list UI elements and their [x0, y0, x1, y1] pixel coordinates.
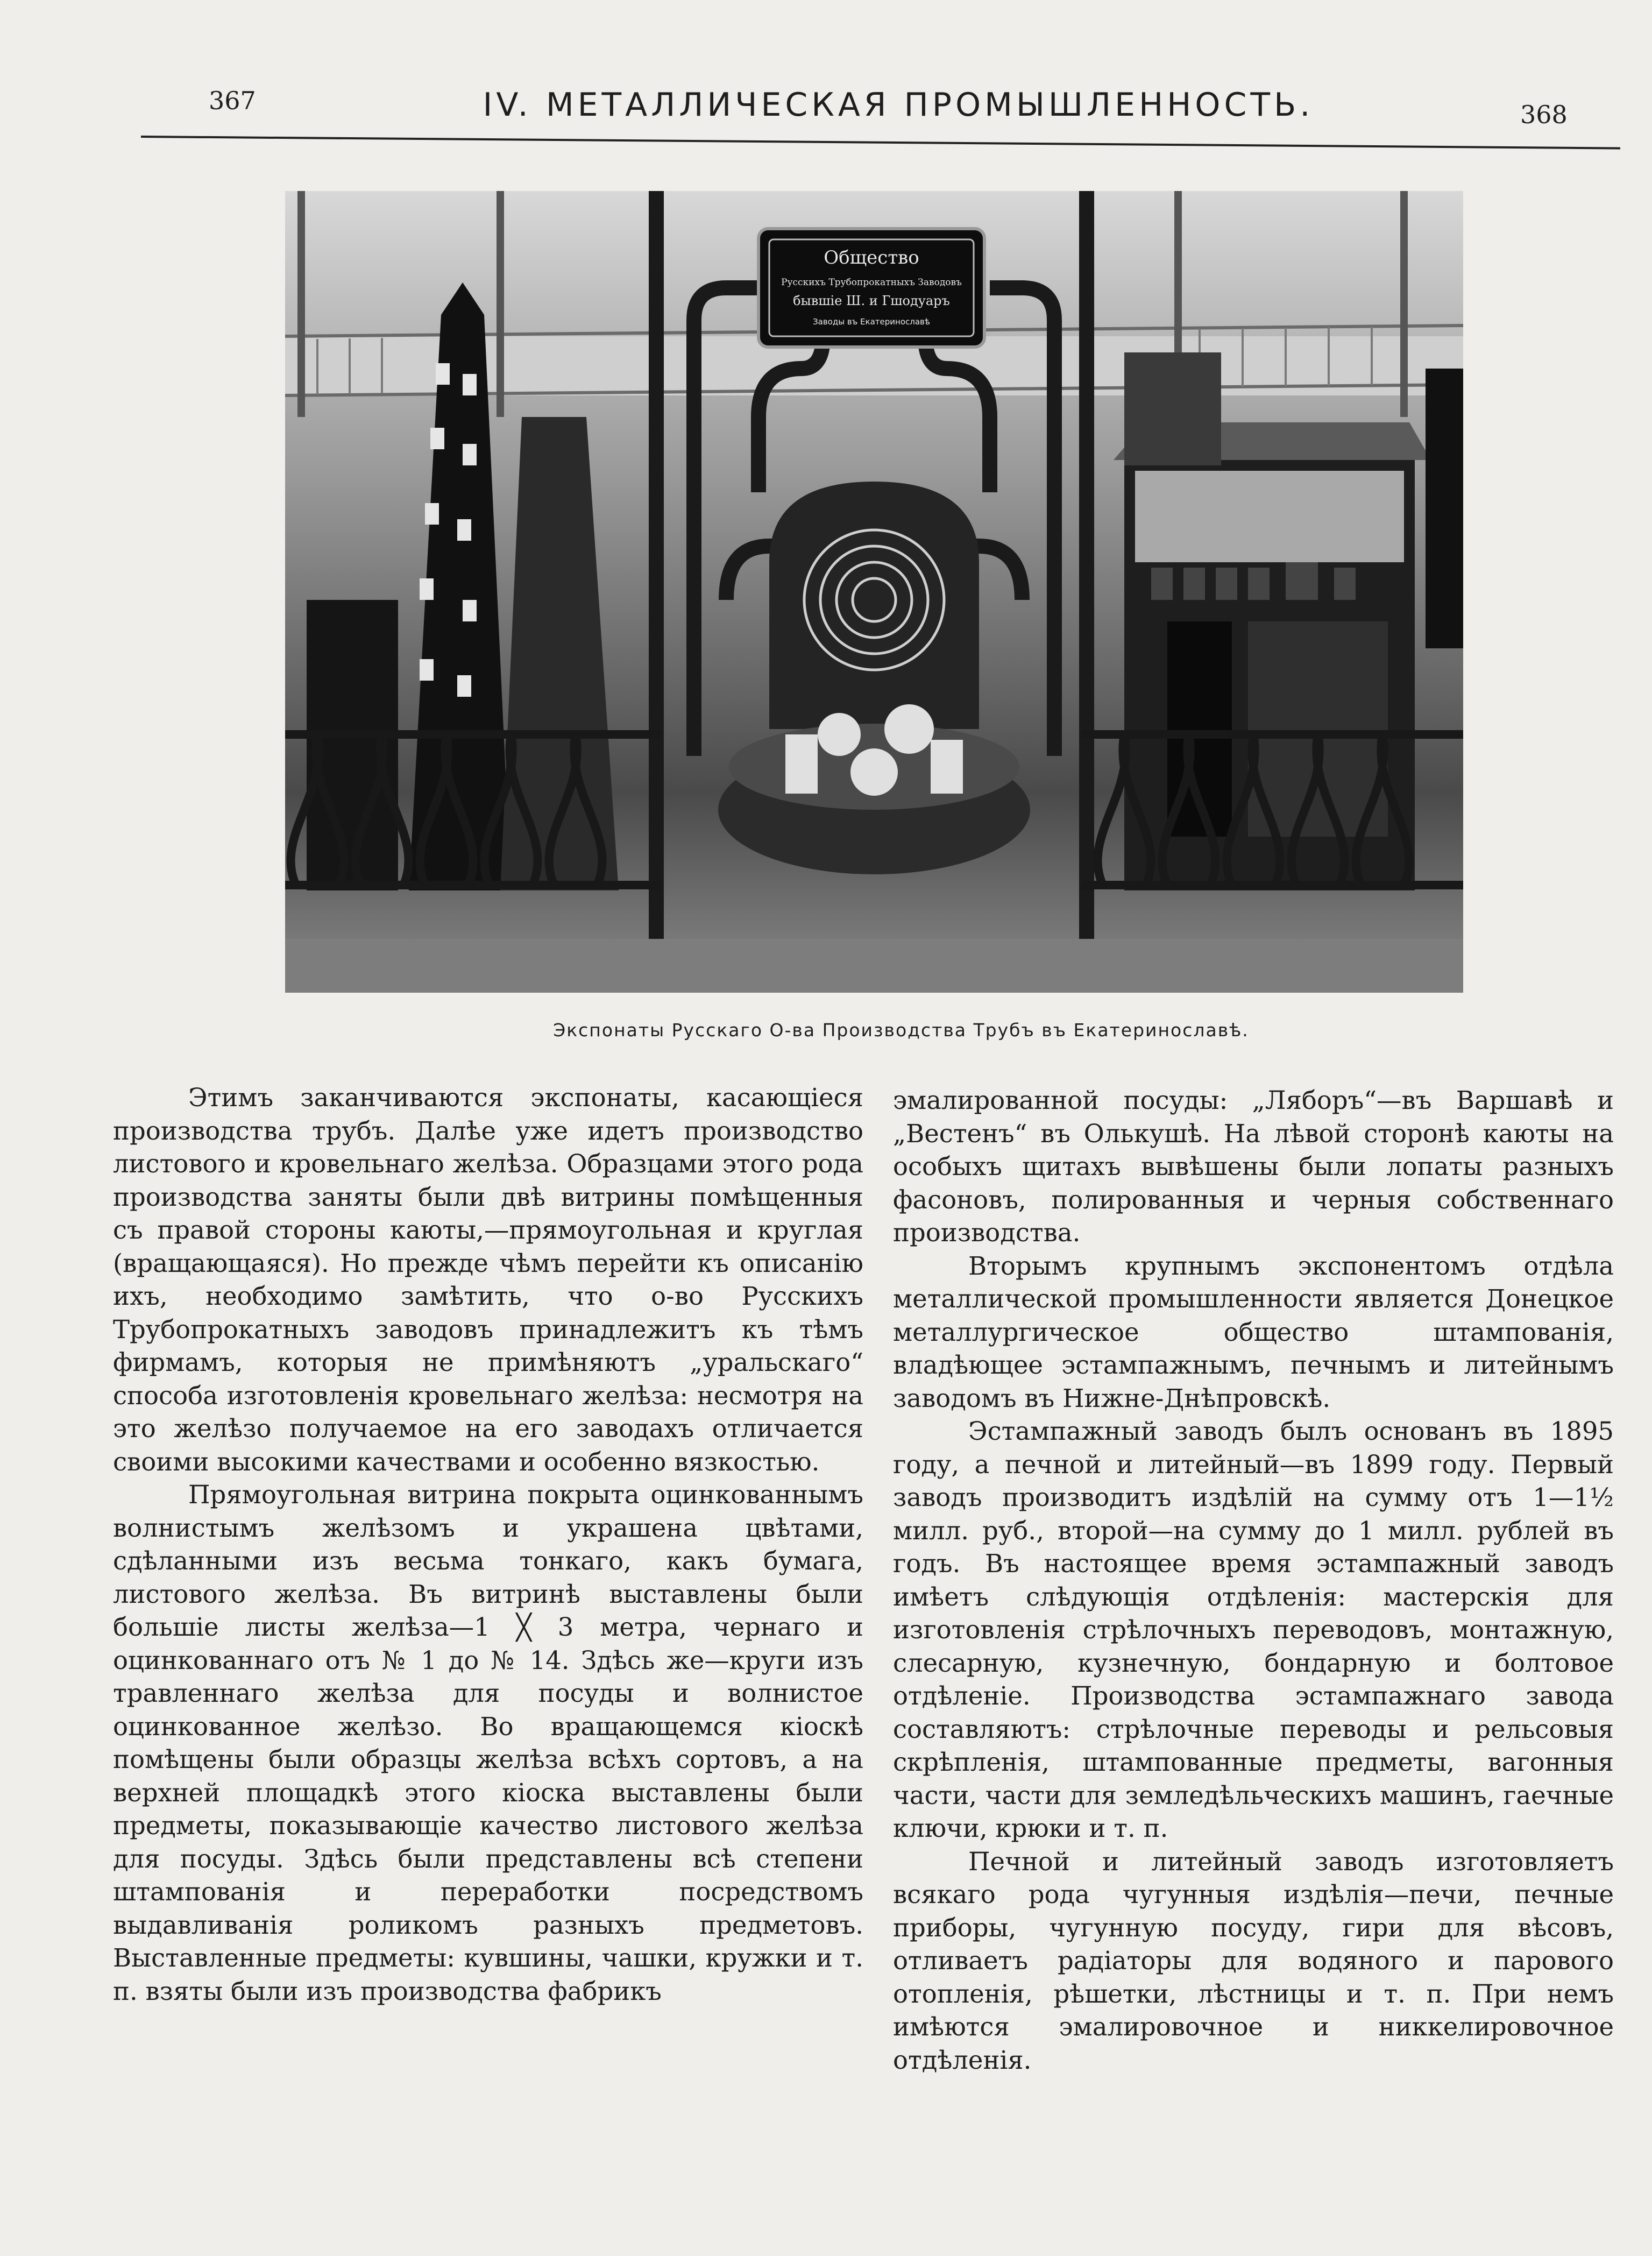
- header-rule: [141, 136, 1620, 150]
- left-paragraph-2: Прямоугольная витрина покрыта оцинкованнымъ волнистымъ желѣзомъ и украшена цвѣтами, сдѣланными изъ весьма тонкаго, какъ бумага, листового желѣза. Въ витринѣ выставлены были большіе листы желѣза—1 ╳ 3 метра, чернаго и оцинкованнаго отъ № 1 до № 14. Здѣсь же—круги изъ травленнаго желѣза для посуды и волнистое оцинкованное желѣзо. Во вращающемся кіоскѣ помѣщены были образцы желѣза всѣхъ сортовъ, а на верхней площадкѣ этого кіоска выставлены были предметы, показывающіе качество листового желѣза для посуды. Здѣсь были представлены всѣ степени штампованія и переработки посредствомъ выдавливанія роликомъ разныхъ предметовъ. Выставленные предметы: кувшины, чашки, кружки и т. п. взяты были изъ производства фабрикъ: [113, 1480, 863, 2006]
- page-number-right: 368: [1520, 100, 1568, 129]
- right-paragraph-3: Эстампажный заводъ былъ основанъ въ 1895 году, а печной и литейный—въ 1899 году. Первый заводъ производитъ издѣлій на сумму отъ 1—1½ милл. руб., второй—на сумму до 1 милл. рублей въ годъ. Въ настоящее время эстампажный заводъ имѣетъ слѣдующія отдѣленія: мастерскія для изготовленія стрѣлочныхъ переводовъ, монтажную, слесарную, кузнечную, бондарную и болтовое отдѣленіе. Производства эстампажнаго завода составляютъ: стрѣлочные переводы и рельсовыя скрѣпленія, штампованные предметы, вагонныя части, части для земледѣльческихъ машинъ, гаечные ключи, крюки и т. п.: [893, 1417, 1614, 1843]
- right-paragraph-1: эмалированной посуды: „Ляборъ“—въ Варшавѣ и „Вестенъ“ въ Олькушѣ. На лѣвой сторонѣ каюты на особыхъ щитахъ вывѣшены были лопаты разныхъ фасоновъ, полированныя и черныя собственнаго производства.: [893, 1086, 1614, 1247]
- sign-line-1: Общество: [824, 247, 919, 268]
- sign-line-2: Русскихъ Трубопрокатныхъ Заводовъ: [781, 277, 962, 288]
- right-paragraph-2: Вторымъ крупнымъ экспонентомъ отдѣла металлической промышленности является Донецкое металлургическое общество штампованія, владѣющее эстампажнымъ, печнымъ и литейнымъ заводомъ въ Нижне-Днѣпровскѣ.: [893, 1251, 1614, 1413]
- page-number-left: 367: [209, 86, 256, 115]
- running-head-title: IV. МЕТАЛЛИЧЕСКАЯ ПРОМЫШЛЕННОСТЬ.: [483, 86, 1314, 124]
- figure-caption: Экспонаты Русскаго О-ва Производства Трубъ въ Екатеринославѣ.: [553, 1020, 1249, 1041]
- text-column-right: [893, 1084, 1614, 2077]
- sign-line-3: бывшіе Ш. и Гшодуаръ: [793, 293, 950, 308]
- text-column-left: [113, 1081, 863, 2008]
- left-paragraph-1: Этимъ заканчиваются экспонаты, касающіеся производства трубъ. Далѣе уже идетъ производство листового и кровельнаго желѣза. Образцами этого рода производства заняты были двѣ витрины помѣщенныя съ правой стороны каюты,—прямоугольная и круглая (вращающаяся). Но прежде чѣмъ перейти къ описанію ихъ, необходимо замѣтить, что о-во Русскихъ Трубопрокатныхъ заводовъ принадлежитъ къ тѣмъ фирмамъ, которыя не примѣняютъ „уральскаго“ способа изготовленія кровельнаго желѣза: несмотря на это желѣзо получаемое на его заводахъ отличается своими высокими качествами и особенно вязкостью.: [113, 1083, 863, 1476]
- right-paragraph-4: Печной и литейный заводъ изготовляетъ всякаго рода чугунныя издѣлія—печи, печные приборы, чугунную посуду, гири для вѣсовъ, отливаетъ радіаторы для водяного и парового отопленія, рѣшетки, лѣстницы и т. п. При немъ имѣются эмалировочное и никкелировочное отдѣленія.: [893, 1847, 1614, 2075]
- exhibit-photograph: [285, 191, 1463, 993]
- sign-line-4: Заводы въ Екатеринославѣ: [813, 317, 930, 327]
